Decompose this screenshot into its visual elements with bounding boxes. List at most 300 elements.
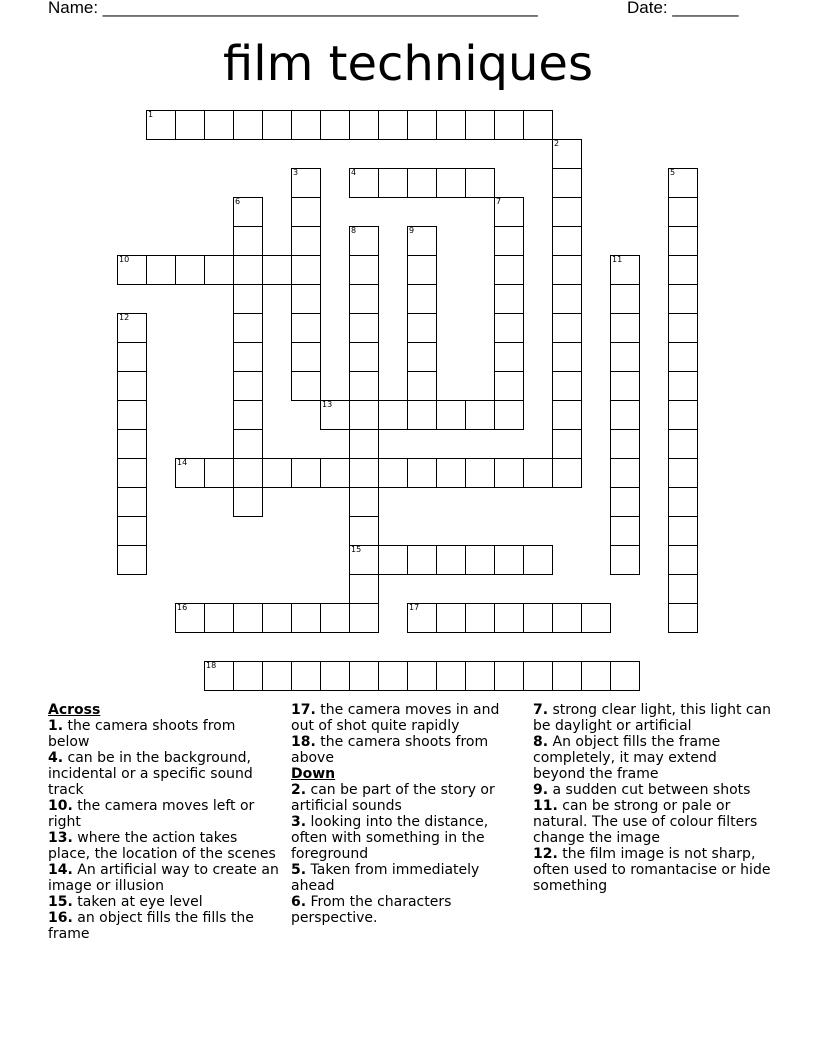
cell-border xyxy=(465,545,495,575)
cell-border xyxy=(378,458,408,488)
cell-border xyxy=(465,661,495,691)
cell-border xyxy=(233,429,263,459)
clue-number-label: 18. xyxy=(291,734,316,750)
crossword-cell[interactable] xyxy=(349,284,378,313)
crossword-cell[interactable] xyxy=(117,516,146,545)
clue-number: 2 xyxy=(554,139,560,148)
crossword-cell[interactable] xyxy=(552,197,581,226)
crossword-cell[interactable] xyxy=(436,661,465,690)
crossword-cell[interactable] xyxy=(349,255,378,284)
crossword-cell[interactable] xyxy=(494,371,523,400)
crossword-cell[interactable] xyxy=(349,168,378,197)
crossword-cell[interactable] xyxy=(610,400,639,429)
cell-border xyxy=(436,661,466,691)
cell-border xyxy=(349,661,379,691)
clue-number-label: 11. xyxy=(533,798,558,814)
crossword-cell[interactable] xyxy=(233,313,262,342)
crossword-cell[interactable] xyxy=(407,545,436,574)
cell-border xyxy=(494,603,524,633)
cell-border xyxy=(233,603,263,633)
cell-border xyxy=(117,545,147,575)
cell-border xyxy=(349,603,379,633)
cell-border xyxy=(233,284,263,314)
cell-border xyxy=(175,110,205,140)
down-clue xyxy=(533,782,773,798)
cell-border xyxy=(668,458,698,488)
clue-number-label: 9. xyxy=(533,782,549,798)
crossword-cell[interactable] xyxy=(465,400,494,429)
cell-border xyxy=(465,400,495,430)
crossword-cell[interactable] xyxy=(494,342,523,371)
clue-number: 14 xyxy=(177,458,188,467)
cell-border xyxy=(204,458,234,488)
crossword-cell[interactable] xyxy=(552,168,581,197)
cell-border xyxy=(552,284,582,314)
crossword-cell[interactable] xyxy=(552,458,581,487)
crossword-cell[interactable] xyxy=(407,168,436,197)
clue-number: 7 xyxy=(496,197,502,206)
clue-number-label: 15. xyxy=(48,894,73,910)
clue-section-heading: Across xyxy=(48,702,101,718)
crossword-cell[interactable] xyxy=(233,487,262,516)
clue-number-label: 5. xyxy=(291,862,307,878)
crossword-cell[interactable] xyxy=(407,226,436,255)
down-clue xyxy=(291,814,523,862)
clue-section-heading: Down xyxy=(291,766,336,782)
date-field-label: Date: _______ xyxy=(627,0,739,17)
cell-border xyxy=(349,458,379,488)
crossword-cell[interactable] xyxy=(407,110,436,139)
crossword-cell[interactable] xyxy=(668,458,697,487)
crossword-cell[interactable] xyxy=(407,284,436,313)
crossword-cell[interactable] xyxy=(552,429,581,458)
crossword-cell[interactable] xyxy=(610,487,639,516)
crossword-cell[interactable] xyxy=(349,400,378,429)
clue-text: where the action takes place, the location of the scenes xyxy=(48,830,276,862)
crossword-cell[interactable] xyxy=(668,342,697,371)
crossword-cell[interactable] xyxy=(668,487,697,516)
clue-number-label: 13. xyxy=(48,830,73,846)
clues-column-1 xyxy=(48,702,280,942)
crossword-cell[interactable] xyxy=(581,603,610,632)
across-clue xyxy=(48,894,280,910)
crossword-cell[interactable] xyxy=(668,371,697,400)
cell-border xyxy=(117,371,147,401)
crossword-cell[interactable] xyxy=(291,342,320,371)
crossword-cell[interactable] xyxy=(407,400,436,429)
clue-text: From the characters perspective. xyxy=(291,894,452,926)
crossword-cell[interactable] xyxy=(465,661,494,690)
crossword-cell[interactable] xyxy=(494,197,523,226)
crossword-cell[interactable] xyxy=(552,342,581,371)
cell-border xyxy=(494,545,524,575)
crossword-cell[interactable] xyxy=(291,255,320,284)
cell-border xyxy=(291,661,321,691)
crossword-cell[interactable] xyxy=(291,168,320,197)
crossword-cell[interactable] xyxy=(407,458,436,487)
crossword-cell[interactable] xyxy=(552,603,581,632)
crossword-cell[interactable] xyxy=(378,545,407,574)
clue-text: the camera shoots from below xyxy=(48,718,236,750)
cell-border xyxy=(233,661,263,691)
crossword-cell[interactable] xyxy=(552,284,581,313)
cell-border xyxy=(407,110,437,140)
cell-border xyxy=(668,313,698,343)
cell-border xyxy=(117,342,147,372)
cell-border xyxy=(552,197,582,227)
crossword-cell[interactable] xyxy=(610,342,639,371)
down-clue xyxy=(533,734,773,782)
crossword-cell[interactable] xyxy=(233,342,262,371)
clue-number-label: 12. xyxy=(533,846,558,862)
crossword-cell[interactable] xyxy=(610,255,639,284)
crossword-cell[interactable] xyxy=(610,661,639,690)
cell-border xyxy=(610,371,640,401)
cell-border xyxy=(668,574,698,604)
crossword-cell[interactable] xyxy=(407,342,436,371)
clue-text: an object fills the fills the frame xyxy=(48,910,254,942)
clue-number-label: 14. xyxy=(48,862,73,878)
crossword-cell[interactable] xyxy=(233,110,262,139)
crossword-cell[interactable] xyxy=(291,284,320,313)
cell-border xyxy=(378,545,408,575)
crossword-cell[interactable] xyxy=(349,603,378,632)
crossword-cell[interactable] xyxy=(204,110,233,139)
crossword-cell[interactable] xyxy=(436,458,465,487)
crossword-cell[interactable] xyxy=(668,197,697,226)
crossword-cell[interactable] xyxy=(668,516,697,545)
cell-border xyxy=(291,284,321,314)
crossword-cell[interactable] xyxy=(436,110,465,139)
crossword-cell[interactable] xyxy=(552,139,581,168)
clue-number: 17 xyxy=(409,603,420,612)
crossword-cell[interactable] xyxy=(262,458,291,487)
cell-border xyxy=(291,458,321,488)
cell-border xyxy=(610,661,640,691)
cell-border xyxy=(349,313,379,343)
crossword-cell[interactable] xyxy=(552,400,581,429)
crossword-cell[interactable] xyxy=(494,603,523,632)
cell-border xyxy=(436,400,466,430)
cell-border xyxy=(552,400,582,430)
crossword-cell[interactable] xyxy=(233,458,262,487)
cell-border xyxy=(117,429,147,459)
crossword-cell[interactable] xyxy=(407,371,436,400)
cell-border xyxy=(349,110,379,140)
crossword-cell[interactable] xyxy=(378,661,407,690)
cell-border xyxy=(407,342,437,372)
crossword-cell[interactable] xyxy=(668,313,697,342)
crossword-cell[interactable] xyxy=(668,603,697,632)
crossword-cell[interactable] xyxy=(146,255,175,284)
crossword-cell[interactable] xyxy=(233,284,262,313)
crossword-cell[interactable] xyxy=(610,545,639,574)
cell-border xyxy=(552,226,582,256)
cell-border xyxy=(668,226,698,256)
crossword-cell[interactable] xyxy=(291,313,320,342)
crossword-cell[interactable] xyxy=(668,284,697,313)
crossword-cell[interactable] xyxy=(320,458,349,487)
crossword-cell[interactable] xyxy=(610,516,639,545)
cell-border xyxy=(204,255,234,285)
crossword-cell[interactable] xyxy=(378,400,407,429)
crossword-cell[interactable] xyxy=(668,574,697,603)
crossword-cell[interactable] xyxy=(349,313,378,342)
crossword-cell[interactable] xyxy=(523,458,552,487)
crossword-cell[interactable] xyxy=(494,545,523,574)
crossword-cell[interactable] xyxy=(262,603,291,632)
crossword-cell[interactable] xyxy=(581,661,610,690)
crossword-cell[interactable] xyxy=(668,545,697,574)
cell-border xyxy=(494,400,524,430)
crossword-cell[interactable] xyxy=(349,371,378,400)
clue-number-label: 1. xyxy=(48,718,64,734)
crossword-cell[interactable] xyxy=(436,545,465,574)
crossword-cell[interactable] xyxy=(262,255,291,284)
crossword-cell[interactable] xyxy=(233,429,262,458)
crossword-cell[interactable] xyxy=(117,429,146,458)
clue-number-label: 3. xyxy=(291,814,307,830)
crossword-cell[interactable] xyxy=(349,661,378,690)
crossword-cell[interactable] xyxy=(610,371,639,400)
crossword-cell[interactable] xyxy=(291,226,320,255)
clue-number-label: 17. xyxy=(291,702,316,718)
crossword-cell[interactable] xyxy=(320,110,349,139)
cell-border xyxy=(407,545,437,575)
crossword-cell[interactable] xyxy=(668,400,697,429)
crossword-cell[interactable] xyxy=(378,110,407,139)
crossword-cell[interactable] xyxy=(320,603,349,632)
crossword-cell[interactable] xyxy=(291,110,320,139)
cell-border xyxy=(610,487,640,517)
cell-border xyxy=(494,458,524,488)
crossword-cell[interactable] xyxy=(436,400,465,429)
cell-border xyxy=(436,168,466,198)
cell-border xyxy=(407,284,437,314)
crossword-cell[interactable] xyxy=(291,371,320,400)
crossword-cell[interactable] xyxy=(552,371,581,400)
down-clue xyxy=(291,862,523,894)
crossword-cell[interactable] xyxy=(523,603,552,632)
crossword-cell[interactable] xyxy=(494,400,523,429)
crossword-cell[interactable] xyxy=(494,255,523,284)
cell-border xyxy=(465,458,495,488)
cell-border xyxy=(436,110,466,140)
cell-border xyxy=(494,371,524,401)
crossword-cell[interactable] xyxy=(233,255,262,284)
crossword-cell[interactable] xyxy=(436,168,465,197)
crossword-cell[interactable] xyxy=(610,313,639,342)
down-clue xyxy=(533,846,773,894)
cell-border xyxy=(552,168,582,198)
cell-border xyxy=(233,255,263,285)
clue-text: can be part of the story or artificial sounds xyxy=(291,782,495,814)
cell-border xyxy=(610,313,640,343)
crossword-cell[interactable] xyxy=(494,458,523,487)
crossword-cell[interactable] xyxy=(465,545,494,574)
crossword-cell[interactable] xyxy=(668,168,697,197)
crossword-cell[interactable] xyxy=(117,255,146,284)
crossword-cell[interactable] xyxy=(320,661,349,690)
crossword-cell[interactable] xyxy=(233,226,262,255)
crossword-cell[interactable] xyxy=(610,284,639,313)
crossword-cell[interactable] xyxy=(494,284,523,313)
crossword-cell[interactable] xyxy=(436,603,465,632)
down-clue xyxy=(291,782,523,814)
clue-text: the film image is not sharp, often used to romantacise or hide something xyxy=(533,846,771,894)
crossword-cell[interactable] xyxy=(233,400,262,429)
down-clue xyxy=(291,894,523,926)
crossword-cell[interactable] xyxy=(552,226,581,255)
crossword-cell[interactable] xyxy=(117,545,146,574)
crossword-cell[interactable] xyxy=(465,110,494,139)
crossword-cell[interactable] xyxy=(117,487,146,516)
crossword-cell[interactable] xyxy=(349,458,378,487)
crossword-cell[interactable] xyxy=(610,458,639,487)
cell-border xyxy=(262,458,292,488)
clue-number: 5 xyxy=(670,168,676,177)
cell-border xyxy=(291,342,321,372)
cell-border xyxy=(349,487,379,517)
crossword-cell[interactable] xyxy=(523,110,552,139)
cell-border xyxy=(668,429,698,459)
across-clue xyxy=(291,734,523,766)
cell-border xyxy=(610,400,640,430)
crossword-cell[interactable] xyxy=(175,255,204,284)
crossword-cell[interactable] xyxy=(204,661,233,690)
crossword-cell[interactable] xyxy=(117,342,146,371)
cell-border xyxy=(494,342,524,372)
crossword-cell[interactable] xyxy=(291,197,320,226)
crossword-cell[interactable] xyxy=(349,429,378,458)
cell-border xyxy=(407,313,437,343)
crossword-cell[interactable] xyxy=(378,168,407,197)
cell-border xyxy=(349,516,379,546)
cell-border xyxy=(668,371,698,401)
crossword-cell[interactable] xyxy=(117,458,146,487)
crossword-cell[interactable] xyxy=(349,487,378,516)
cell-border xyxy=(233,226,263,256)
cell-border xyxy=(610,342,640,372)
crossword-cell[interactable] xyxy=(465,168,494,197)
crossword-cell[interactable] xyxy=(552,313,581,342)
crossword-cell[interactable] xyxy=(233,603,262,632)
crossword-cell[interactable] xyxy=(494,313,523,342)
cell-border xyxy=(668,400,698,430)
clue-number: 12 xyxy=(119,313,130,322)
crossword-cell[interactable] xyxy=(320,400,349,429)
down-clue xyxy=(533,702,773,734)
crossword-cell[interactable] xyxy=(262,661,291,690)
crossword-cell[interactable] xyxy=(204,603,233,632)
crossword-cell[interactable] xyxy=(291,661,320,690)
crossword-cell[interactable] xyxy=(262,110,291,139)
cell-border xyxy=(436,603,466,633)
clue-number: 15 xyxy=(351,545,362,554)
crossword-cell[interactable] xyxy=(668,429,697,458)
across-clue xyxy=(48,718,280,750)
crossword-cell[interactable] xyxy=(407,661,436,690)
cell-border xyxy=(668,487,698,517)
cell-border xyxy=(233,110,263,140)
crossword-cell[interactable] xyxy=(291,458,320,487)
cell-border xyxy=(523,661,553,691)
clue-number: 3 xyxy=(293,168,299,177)
cell-border xyxy=(494,255,524,285)
crossword-cell[interactable] xyxy=(668,255,697,284)
crossword-cell[interactable] xyxy=(610,429,639,458)
crossword-cell[interactable] xyxy=(175,458,204,487)
clue-number-label: 7. xyxy=(533,702,549,718)
cell-border xyxy=(349,371,379,401)
cell-border xyxy=(117,487,147,517)
crossword-cell[interactable] xyxy=(552,661,581,690)
clue-text: a sudden cut between shots xyxy=(548,782,751,798)
crossword-cell[interactable] xyxy=(117,371,146,400)
crossword-cell[interactable] xyxy=(407,255,436,284)
crossword-cell[interactable] xyxy=(494,110,523,139)
crossword-cell[interactable] xyxy=(465,458,494,487)
cell-border xyxy=(349,574,379,604)
cell-border xyxy=(465,603,495,633)
crossword-cell[interactable] xyxy=(233,371,262,400)
cell-border xyxy=(320,458,350,488)
cell-border xyxy=(233,487,263,517)
clue-text: An object fills the frame completely, it may extend beyond the frame xyxy=(533,734,721,782)
crossword-cell[interactable] xyxy=(407,603,436,632)
crossword-cell[interactable] xyxy=(494,226,523,255)
cell-border xyxy=(175,255,205,285)
crossword-cell[interactable] xyxy=(233,661,262,690)
crossword-cell[interactable] xyxy=(407,313,436,342)
crossword-cell[interactable] xyxy=(146,110,175,139)
cell-border xyxy=(436,545,466,575)
cell-border xyxy=(378,110,408,140)
crossword-cell[interactable] xyxy=(523,545,552,574)
crossword-cell[interactable] xyxy=(668,226,697,255)
cell-border xyxy=(320,603,350,633)
crossword-cell[interactable] xyxy=(175,603,204,632)
crossword-cell[interactable] xyxy=(117,313,146,342)
crossword-cell[interactable] xyxy=(349,574,378,603)
crossword-cell[interactable] xyxy=(552,255,581,284)
cell-border xyxy=(407,458,437,488)
crossword-cell[interactable] xyxy=(349,545,378,574)
cell-border xyxy=(117,516,147,546)
crossword-cell[interactable] xyxy=(349,226,378,255)
crossword-cell[interactable] xyxy=(349,342,378,371)
crossword-cell[interactable] xyxy=(349,516,378,545)
crossword-cell[interactable] xyxy=(233,197,262,226)
crossword-cell[interactable] xyxy=(494,661,523,690)
crossword-cell[interactable] xyxy=(204,255,233,284)
crossword-cell[interactable] xyxy=(378,458,407,487)
clue-number-label: 6. xyxy=(291,894,307,910)
crossword-cell[interactable] xyxy=(523,661,552,690)
crossword-cell[interactable] xyxy=(349,110,378,139)
crossword-cell[interactable] xyxy=(204,458,233,487)
crossword-cell[interactable] xyxy=(175,110,204,139)
cell-border xyxy=(291,110,321,140)
crossword-cell[interactable] xyxy=(465,603,494,632)
crossword-cell[interactable] xyxy=(117,400,146,429)
cell-border xyxy=(494,313,524,343)
crossword-cell[interactable] xyxy=(291,603,320,632)
cell-border xyxy=(146,255,176,285)
clue-number-label: 4. xyxy=(48,750,64,766)
cell-border xyxy=(233,400,263,430)
cell-border xyxy=(523,603,553,633)
